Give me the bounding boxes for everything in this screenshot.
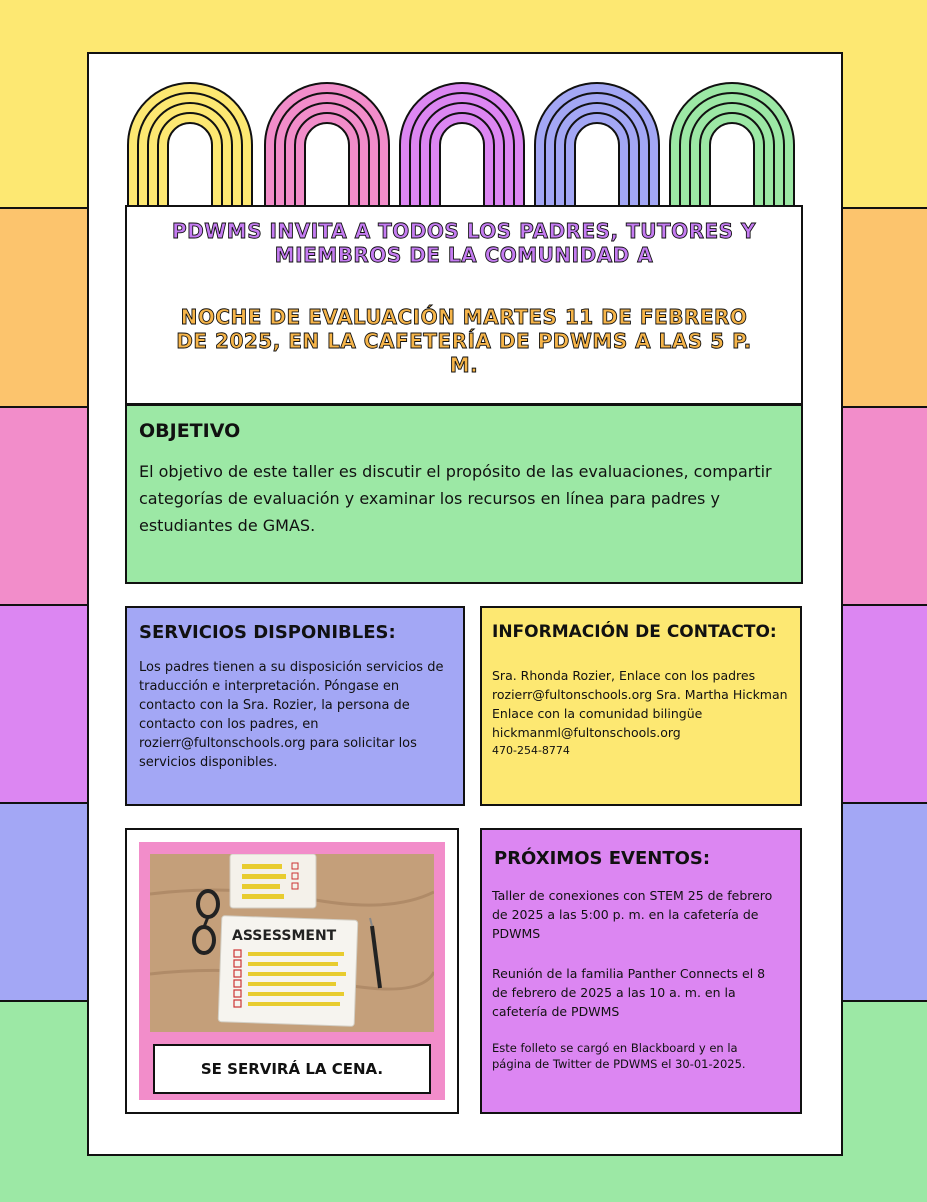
event-item: Reunión de la familia Panther Connects el 8 de febrero de 2025 a las 10 a. m. en la cafetería de PDWMS — [492, 966, 766, 1019]
image-section — [125, 828, 459, 1114]
photo-frame — [139, 842, 445, 1100]
header-section — [125, 205, 803, 405]
contact-phone: 470-254-8774 — [492, 744, 570, 757]
objective-text: El objetivo de este taller es discutir el propósito de las evaluaciones, compartir categorías de evaluación y examinar los recursos en línea para padres y estudiantes de GMAS. — [139, 462, 772, 535]
event-heading: NOCHE DE EVALUACIÓN MARTES 11 DE FEBRERO DE 2025, EN LA CAFETERÍA DE PDWMS A LAS 5 P. M. — [176, 305, 752, 377]
arch-green — [670, 83, 794, 208]
contact-title: INFORMACIÓN DE CONTACTO: — [492, 622, 777, 642]
services-text: Los padres tienen a su disposición servicios de traducción e interpretación. Póngase en contacto con la Sra. Rozier, la persona de contacto con los padres, en rozierr@fultonschools.org para solicitar los servicios disponibles. — [139, 660, 444, 770]
assessment-illustration — [150, 854, 434, 1032]
objective-section — [125, 404, 803, 584]
event-item: Taller de conexiones con STEM 25 de febrero de 2025 a las 5:00 p. m. en la cafetería de PDWMS — [492, 888, 773, 941]
contact-section — [480, 606, 802, 806]
arch-blue — [535, 83, 659, 208]
events-section — [480, 828, 802, 1114]
arch-purple — [400, 83, 524, 208]
flyer-note: Este folleto se cargó en Blackboard y en la página de Twitter de PDWMS el 30-01-2025. — [492, 1041, 746, 1071]
contact-text: Sra. Rhonda Rozier, Enlace con los padres rozierr@fultonschools.org Sra. Martha Hickman Enlace con la comunidad bilingüe hickmanml@fultonschools.org — [492, 668, 788, 740]
events-title: PRÓXIMOS EVENTOS: — [494, 848, 711, 869]
services-title: SERVICIOS DISPONIBLES: — [139, 622, 396, 643]
assessment-heading: ASSESSMENT — [232, 928, 337, 944]
rainbow-arches-decoration — [125, 80, 805, 210]
invitation-heading: PDWMS INVITA A TODOS LOS PADRES, TUTORES Y MIEMBROS DE LA COMUNIDAD A — [171, 219, 757, 267]
objective-title: OBJETIVO — [139, 420, 241, 442]
dinner-notice: SE SERVIRÁ LA CENA. — [153, 1044, 431, 1094]
services-section — [125, 606, 465, 806]
arch-pink — [265, 83, 389, 208]
arch-yellow — [128, 83, 252, 208]
assessment-photo — [150, 854, 434, 1032]
